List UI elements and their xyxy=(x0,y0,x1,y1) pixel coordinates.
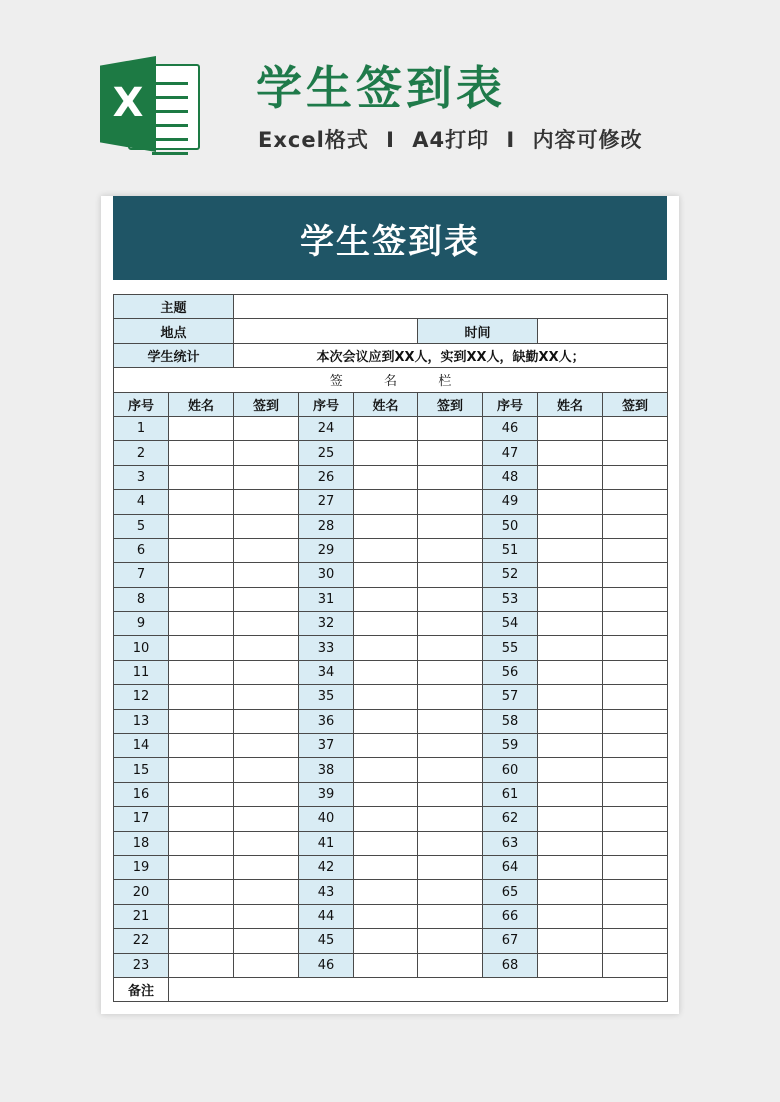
sign-cell[interactable] xyxy=(234,831,299,855)
sign-cell[interactable] xyxy=(418,953,483,977)
time-value-cell[interactable] xyxy=(538,319,668,343)
name-cell[interactable] xyxy=(169,904,234,928)
name-cell[interactable] xyxy=(354,490,418,514)
sign-cell[interactable] xyxy=(418,782,483,806)
row-index: 67 xyxy=(483,929,538,953)
sign-cell[interactable] xyxy=(418,563,483,587)
table-row xyxy=(114,587,668,611)
row-index: 53 xyxy=(483,587,538,611)
row-index: 20 xyxy=(114,880,169,904)
sign-cell[interactable] xyxy=(603,441,668,465)
sign-cell[interactable] xyxy=(603,636,668,660)
row-index: 63 xyxy=(483,831,538,855)
row-index: 59 xyxy=(483,734,538,758)
sheet-banner xyxy=(113,196,667,280)
row-index: 40 xyxy=(299,807,354,831)
name-cell[interactable] xyxy=(354,612,418,636)
sign-cell[interactable] xyxy=(603,709,668,733)
name-cell[interactable] xyxy=(538,953,603,977)
row-index: 68 xyxy=(483,953,538,977)
row-index: 42 xyxy=(299,855,354,879)
sign-cell[interactable] xyxy=(603,563,668,587)
row-index: 32 xyxy=(299,612,354,636)
table-row xyxy=(114,953,668,977)
sign-cell[interactable] xyxy=(234,612,299,636)
sheet-title: 学生签到表 xyxy=(300,221,480,262)
sign-cell[interactable] xyxy=(603,465,668,489)
name-cell[interactable] xyxy=(538,929,603,953)
sign-cell[interactable] xyxy=(603,587,668,611)
sign-section-title: 签 名 栏 xyxy=(114,368,668,392)
sign-cell[interactable] xyxy=(234,807,299,831)
stats-text[interactable]: 本次会议应到XX人，实到XX人，缺勤XX人； xyxy=(234,343,668,367)
sign-cell[interactable] xyxy=(603,953,668,977)
row-index: 25 xyxy=(299,441,354,465)
name-cell[interactable] xyxy=(354,904,418,928)
row-index: 62 xyxy=(483,807,538,831)
name-cell[interactable] xyxy=(538,831,603,855)
name-cell[interactable] xyxy=(169,929,234,953)
topic-label: 主题 xyxy=(114,295,234,319)
row-index: 17 xyxy=(114,807,169,831)
table-row xyxy=(114,685,668,709)
table-row xyxy=(114,929,668,953)
sign-cell[interactable] xyxy=(418,904,483,928)
name-cell[interactable] xyxy=(538,685,603,709)
row-index: 18 xyxy=(114,831,169,855)
row-index: 50 xyxy=(483,514,538,538)
name-cell[interactable] xyxy=(354,855,418,879)
sign-cell[interactable] xyxy=(234,538,299,562)
name-cell[interactable] xyxy=(354,563,418,587)
table-row xyxy=(114,490,668,514)
table-row xyxy=(114,465,668,489)
sign-cell[interactable] xyxy=(234,441,299,465)
table-row xyxy=(114,734,668,758)
row-index: 8 xyxy=(114,587,169,611)
name-cell[interactable] xyxy=(354,880,418,904)
row-index: 35 xyxy=(299,685,354,709)
row-index: 65 xyxy=(483,880,538,904)
sign-cell[interactable] xyxy=(603,490,668,514)
row-index: 7 xyxy=(114,563,169,587)
sign-cell[interactable] xyxy=(418,441,483,465)
name-cell[interactable] xyxy=(354,782,418,806)
row-index: 57 xyxy=(483,685,538,709)
index-header: 序号 xyxy=(483,392,538,416)
sign-cell[interactable] xyxy=(234,929,299,953)
table-row xyxy=(114,855,668,879)
table-row xyxy=(114,709,668,733)
name-header: 姓名 xyxy=(538,392,603,416)
name-cell[interactable] xyxy=(169,660,234,684)
sign-cell[interactable] xyxy=(234,758,299,782)
row-index: 13 xyxy=(114,709,169,733)
name-cell[interactable] xyxy=(354,587,418,611)
name-cell[interactable] xyxy=(169,538,234,562)
time-label: 时间 xyxy=(418,319,538,343)
sign-cell[interactable] xyxy=(603,855,668,879)
sign-cell[interactable] xyxy=(418,709,483,733)
name-cell[interactable] xyxy=(169,807,234,831)
row-index: 51 xyxy=(483,538,538,562)
sign-cell[interactable] xyxy=(234,490,299,514)
name-cell[interactable] xyxy=(169,953,234,977)
print-label: A4打印 xyxy=(412,128,490,152)
name-cell[interactable] xyxy=(538,587,603,611)
sign-cell[interactable] xyxy=(418,587,483,611)
sign-cell[interactable] xyxy=(234,855,299,879)
row-index: 30 xyxy=(299,563,354,587)
row-index: 49 xyxy=(483,490,538,514)
row-index: 55 xyxy=(483,636,538,660)
table-row xyxy=(114,612,668,636)
table-row xyxy=(114,831,668,855)
name-cell[interactable] xyxy=(169,514,234,538)
table-row xyxy=(114,538,668,562)
separator: I xyxy=(386,128,395,152)
name-cell[interactable] xyxy=(538,490,603,514)
row-index: 6 xyxy=(114,538,169,562)
name-cell[interactable] xyxy=(354,685,418,709)
table-row xyxy=(114,807,668,831)
row-index: 44 xyxy=(299,904,354,928)
row-index: 10 xyxy=(114,636,169,660)
row-index: 45 xyxy=(299,929,354,953)
sign-header: 签到 xyxy=(234,392,299,416)
remarks-value-cell[interactable] xyxy=(169,977,668,1001)
remarks-label: 备注 xyxy=(114,977,169,1001)
name-cell[interactable] xyxy=(169,636,234,660)
row-index: 46 xyxy=(299,953,354,977)
sign-cell[interactable] xyxy=(603,612,668,636)
name-cell[interactable] xyxy=(169,880,234,904)
sign-cell[interactable] xyxy=(603,831,668,855)
table-row xyxy=(114,514,668,538)
sign-cell[interactable] xyxy=(603,685,668,709)
name-cell[interactable] xyxy=(354,465,418,489)
name-header: 姓名 xyxy=(354,392,418,416)
logo-grid-lines xyxy=(152,74,188,158)
row-index: 48 xyxy=(483,465,538,489)
row-index: 41 xyxy=(299,831,354,855)
sign-cell[interactable] xyxy=(418,514,483,538)
topic-row xyxy=(114,295,668,319)
format-label: Excel格式 xyxy=(258,128,369,152)
name-cell[interactable] xyxy=(538,538,603,562)
name-cell[interactable] xyxy=(169,685,234,709)
sign-cell[interactable] xyxy=(603,758,668,782)
row-index: 29 xyxy=(299,538,354,562)
row-index: 1 xyxy=(114,416,169,440)
name-cell[interactable] xyxy=(169,465,234,489)
row-index: 2 xyxy=(114,441,169,465)
row-index: 27 xyxy=(299,490,354,514)
row-index: 16 xyxy=(114,782,169,806)
name-cell[interactable] xyxy=(538,904,603,928)
table-row xyxy=(114,416,668,440)
name-cell[interactable] xyxy=(354,441,418,465)
name-cell[interactable] xyxy=(538,612,603,636)
sign-cell[interactable] xyxy=(603,929,668,953)
sign-cell[interactable] xyxy=(418,490,483,514)
row-index: 52 xyxy=(483,563,538,587)
page-title: 学生签到表 xyxy=(256,61,506,115)
sign-cell[interactable] xyxy=(418,636,483,660)
sign-cell[interactable] xyxy=(234,904,299,928)
name-cell[interactable] xyxy=(538,734,603,758)
name-cell[interactable] xyxy=(169,734,234,758)
row-index: 43 xyxy=(299,880,354,904)
table-row xyxy=(114,758,668,782)
sign-cell[interactable] xyxy=(418,929,483,953)
row-index: 66 xyxy=(483,904,538,928)
index-header: 序号 xyxy=(114,392,169,416)
row-index: 22 xyxy=(114,929,169,953)
sign-cell[interactable] xyxy=(603,660,668,684)
name-cell[interactable] xyxy=(538,465,603,489)
sign-cell[interactable] xyxy=(234,880,299,904)
sign-cell[interactable] xyxy=(234,709,299,733)
name-cell[interactable] xyxy=(354,929,418,953)
sign-cell[interactable] xyxy=(234,563,299,587)
sign-cell[interactable] xyxy=(234,734,299,758)
name-cell[interactable] xyxy=(169,587,234,611)
signin-table xyxy=(113,294,668,1002)
name-cell[interactable] xyxy=(169,831,234,855)
row-index: 5 xyxy=(114,514,169,538)
location-label: 地点 xyxy=(114,319,234,343)
name-cell[interactable] xyxy=(538,441,603,465)
topic-value-cell[interactable] xyxy=(234,295,668,319)
row-index: 60 xyxy=(483,758,538,782)
row-index: 58 xyxy=(483,709,538,733)
sign-cell[interactable] xyxy=(418,465,483,489)
name-cell[interactable] xyxy=(538,855,603,879)
name-cell[interactable] xyxy=(169,758,234,782)
row-index: 46 xyxy=(483,416,538,440)
name-cell[interactable] xyxy=(169,441,234,465)
sign-cell[interactable] xyxy=(234,636,299,660)
name-cell[interactable] xyxy=(169,490,234,514)
sign-cell[interactable] xyxy=(418,880,483,904)
name-cell[interactable] xyxy=(354,807,418,831)
sign-cell[interactable] xyxy=(603,416,668,440)
name-cell[interactable] xyxy=(538,709,603,733)
sign-cell[interactable] xyxy=(234,685,299,709)
name-cell[interactable] xyxy=(169,612,234,636)
table-row xyxy=(114,441,668,465)
name-cell[interactable] xyxy=(354,416,418,440)
row-index: 38 xyxy=(299,758,354,782)
sign-cell[interactable] xyxy=(234,465,299,489)
name-cell[interactable] xyxy=(538,880,603,904)
row-index: 23 xyxy=(114,953,169,977)
sign-cell[interactable] xyxy=(234,587,299,611)
sign-cell[interactable] xyxy=(234,514,299,538)
separator: I xyxy=(506,128,516,152)
edit-label: 内容可修改 xyxy=(532,128,643,152)
name-cell[interactable] xyxy=(538,416,603,440)
sign-cell[interactable] xyxy=(603,538,668,562)
name-cell[interactable] xyxy=(538,636,603,660)
sign-cell[interactable] xyxy=(234,953,299,977)
name-header: 姓名 xyxy=(169,392,234,416)
table-row xyxy=(114,636,668,660)
row-index: 24 xyxy=(299,416,354,440)
name-cell[interactable] xyxy=(169,416,234,440)
location-row xyxy=(114,319,668,343)
sign-header: 签到 xyxy=(603,392,668,416)
name-cell[interactable] xyxy=(538,514,603,538)
index-header: 序号 xyxy=(299,392,354,416)
sign-cell[interactable] xyxy=(603,807,668,831)
sign-cell[interactable] xyxy=(418,807,483,831)
sign-cell[interactable] xyxy=(418,538,483,562)
name-cell[interactable] xyxy=(169,709,234,733)
row-index: 61 xyxy=(483,782,538,806)
row-index: 15 xyxy=(114,758,169,782)
row-index: 47 xyxy=(483,441,538,465)
name-cell[interactable] xyxy=(169,563,234,587)
table-row xyxy=(114,660,668,684)
row-index: 12 xyxy=(114,685,169,709)
sign-cell[interactable] xyxy=(418,416,483,440)
row-index: 11 xyxy=(114,660,169,684)
stats-row xyxy=(114,343,668,367)
name-cell[interactable] xyxy=(169,855,234,879)
table-row xyxy=(114,880,668,904)
sign-cell[interactable] xyxy=(234,660,299,684)
sign-cell[interactable] xyxy=(603,904,668,928)
sign-cell[interactable] xyxy=(234,416,299,440)
row-index: 28 xyxy=(299,514,354,538)
table-row xyxy=(114,782,668,806)
location-value-cell[interactable] xyxy=(234,319,418,343)
sign-cell[interactable] xyxy=(234,782,299,806)
sign-cell[interactable] xyxy=(603,514,668,538)
row-index: 34 xyxy=(299,660,354,684)
name-cell[interactable] xyxy=(538,782,603,806)
row-index: 26 xyxy=(299,465,354,489)
row-index: 3 xyxy=(114,465,169,489)
row-index: 31 xyxy=(299,587,354,611)
sign-cell[interactable] xyxy=(418,831,483,855)
row-index: 14 xyxy=(114,734,169,758)
row-index: 36 xyxy=(299,709,354,733)
sign-cell[interactable] xyxy=(418,660,483,684)
table-row xyxy=(114,904,668,928)
name-cell[interactable] xyxy=(538,660,603,684)
name-cell[interactable] xyxy=(354,953,418,977)
sign-cell[interactable] xyxy=(418,612,483,636)
name-cell[interactable] xyxy=(354,514,418,538)
row-index: 64 xyxy=(483,855,538,879)
excel-logo-icon xyxy=(100,56,200,152)
row-index: 19 xyxy=(114,855,169,879)
row-index: 4 xyxy=(114,490,169,514)
sign-cell[interactable] xyxy=(418,734,483,758)
logo-letter: X xyxy=(112,80,144,126)
name-cell[interactable] xyxy=(169,782,234,806)
row-index: 39 xyxy=(299,782,354,806)
row-index: 37 xyxy=(299,734,354,758)
name-cell[interactable] xyxy=(354,758,418,782)
name-cell[interactable] xyxy=(354,709,418,733)
name-cell[interactable] xyxy=(538,758,603,782)
sign-header: 签到 xyxy=(418,392,483,416)
name-cell[interactable] xyxy=(354,734,418,758)
stats-label: 学生统计 xyxy=(114,343,234,367)
remarks-row xyxy=(114,977,668,1001)
column-header-row xyxy=(114,392,668,416)
sign-cell[interactable] xyxy=(603,880,668,904)
row-index: 9 xyxy=(114,612,169,636)
row-index: 33 xyxy=(299,636,354,660)
row-index: 21 xyxy=(114,904,169,928)
table-row xyxy=(114,563,668,587)
name-cell[interactable] xyxy=(538,563,603,587)
name-cell[interactable] xyxy=(538,807,603,831)
sign-cell[interactable] xyxy=(418,855,483,879)
sign-title-row xyxy=(114,368,668,392)
name-cell[interactable] xyxy=(354,660,418,684)
sign-cell[interactable] xyxy=(418,758,483,782)
subtitle xyxy=(258,124,643,154)
sign-cell[interactable] xyxy=(603,782,668,806)
name-cell[interactable] xyxy=(354,636,418,660)
name-cell[interactable] xyxy=(354,538,418,562)
sign-cell[interactable] xyxy=(603,734,668,758)
sign-cell[interactable] xyxy=(418,685,483,709)
row-index: 56 xyxy=(483,660,538,684)
name-cell[interactable] xyxy=(354,831,418,855)
row-index: 54 xyxy=(483,612,538,636)
